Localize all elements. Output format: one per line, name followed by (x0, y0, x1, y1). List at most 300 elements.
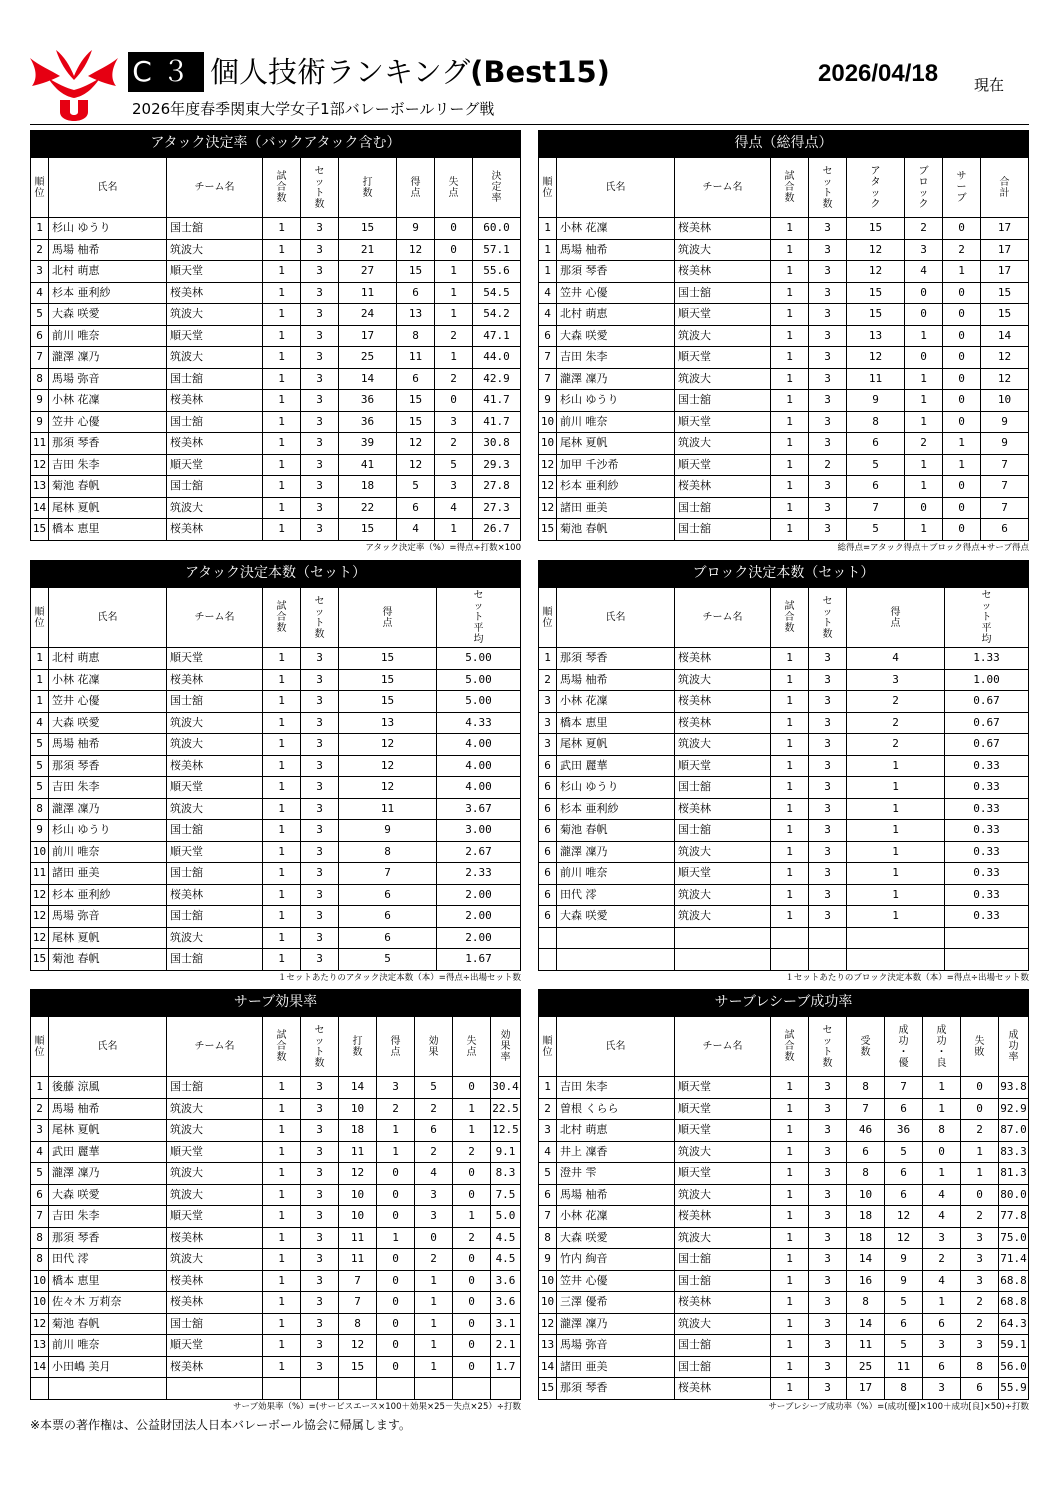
rank-cell: 5 (31, 304, 49, 326)
stat-cell: 10 (339, 1206, 377, 1228)
stat-cell: 11 (885, 1356, 923, 1378)
attack-rate-col-header: 得 点 (397, 158, 435, 218)
team-name-cell: 国士舘 (167, 368, 263, 390)
player-name-cell: 田代 澪 (49, 1249, 167, 1271)
stat-cell: 1 (263, 411, 301, 433)
table-row (539, 304, 1029, 326)
stat-cell: 1 (771, 734, 809, 756)
stat-cell: 3 (301, 1292, 339, 1314)
stat-cell: 68.8 (999, 1270, 1029, 1292)
player-name-cell: 杉本 亜利紗 (557, 476, 675, 498)
stat-cell: 3 (809, 476, 847, 498)
stat-cell: 1 (771, 347, 809, 369)
player-name-cell: 竹内 絢音 (557, 1249, 675, 1271)
stat-cell: 3 (301, 1098, 339, 1120)
stat-cell: 30.4 (491, 1077, 521, 1099)
player-name-cell: 橋本 恵里 (49, 519, 167, 541)
rank-cell: 6 (539, 798, 557, 820)
stat-cell: 24 (339, 304, 397, 326)
stat-cell: 6 (961, 1378, 999, 1400)
stat-cell: 1 (771, 519, 809, 541)
stat-cell: 11 (397, 347, 435, 369)
stat-cell: 3 (809, 884, 847, 906)
rank-cell: 7 (539, 368, 557, 390)
rank-cell: 14 (31, 497, 49, 519)
attack-rate-col-header: チーム名 (167, 158, 263, 218)
team-name-cell: 桜美林 (675, 1292, 771, 1314)
block-per-set-col-header: 順 位 (539, 588, 557, 648)
stat-cell: 14 (339, 368, 397, 390)
player-name-cell: 笠井 心優 (557, 1270, 675, 1292)
stat-cell: 2 (923, 1249, 961, 1271)
stat-cell: 92.9 (999, 1098, 1029, 1120)
table-row (31, 368, 521, 390)
attack-per-set-note: １セットあたりのアタック決定本数（本）=得点÷出場セット数 (277, 972, 521, 983)
team-name-cell: 筑波大 (675, 368, 771, 390)
stat-cell: 4.00 (437, 734, 521, 756)
stat-cell: 3 (923, 1378, 961, 1400)
stat-cell: 1 (263, 1335, 301, 1357)
team-name-cell: 順天堂 (167, 648, 263, 670)
stat-cell: 0 (943, 411, 981, 433)
stat-cell: 9 (339, 820, 437, 842)
rank-cell: 2 (539, 1098, 557, 1120)
stat-cell: 0.67 (945, 734, 1029, 756)
player-name-cell: 尾林 夏帆 (49, 497, 167, 519)
stat-cell: 0 (961, 1077, 999, 1099)
team-name-cell: 筑波大 (675, 1313, 771, 1335)
stat-cell: 1 (435, 282, 473, 304)
attack-per-set-table (30, 587, 521, 971)
rank-cell: 12 (539, 454, 557, 476)
stat-cell: 5.00 (437, 669, 521, 691)
player-name-cell: 馬場 柚希 (557, 239, 675, 261)
stat-cell: 41.7 (473, 390, 521, 412)
attack-rate-note: アタック決定率（%）=得点÷打数×100 (365, 542, 521, 553)
team-name-cell: 桜美林 (167, 282, 263, 304)
stat-cell: 0 (905, 282, 943, 304)
stat-cell: 7 (981, 454, 1029, 476)
stat-cell: 1 (771, 712, 809, 734)
stat-cell: 5.00 (437, 648, 521, 670)
stat-cell: 14 (339, 1077, 377, 1099)
team-name-cell: 桜美林 (167, 669, 263, 691)
table-row (31, 669, 521, 691)
player-name-cell: 澄井 雫 (557, 1163, 675, 1185)
stat-cell: 12 (885, 1206, 923, 1228)
table-row (539, 1292, 1029, 1314)
player-name-cell: 北村 萌恵 (557, 304, 675, 326)
stat-cell: 1 (263, 368, 301, 390)
team-name-cell: 国士舘 (675, 777, 771, 799)
stat-cell: 5 (885, 1292, 923, 1314)
rank-cell: 6 (539, 820, 557, 842)
stat-cell: 3 (435, 411, 473, 433)
stat-cell: 15 (397, 411, 435, 433)
stat-cell: 6 (847, 476, 905, 498)
stat-cell: 54.5 (473, 282, 521, 304)
stat-cell: 3 (301, 347, 339, 369)
rank-cell: 6 (31, 1184, 49, 1206)
stat-cell: 8.3 (491, 1163, 521, 1185)
rank-cell: 10 (539, 411, 557, 433)
stat-cell: 2 (453, 1141, 491, 1163)
rank-cell: 15 (539, 519, 557, 541)
stat-cell: 1.00 (945, 669, 1029, 691)
stat-cell: 0.33 (945, 755, 1029, 777)
team-name-cell: 順天堂 (167, 1206, 263, 1228)
table-row (539, 1141, 1029, 1163)
team-name-cell: 順天堂 (675, 1098, 771, 1120)
team-name-cell: 国士舘 (167, 906, 263, 928)
table-row (31, 1184, 521, 1206)
receive-rate-header-row (539, 1017, 1029, 1077)
stat-cell: 15 (339, 691, 437, 713)
rank-cell: 1 (31, 691, 49, 713)
table-row (539, 820, 1029, 842)
stat-cell: 6 (923, 1356, 961, 1378)
block-per-set-col-header: チーム名 (675, 588, 771, 648)
stat-cell: 77.8 (999, 1206, 1029, 1228)
table-row (31, 1313, 521, 1335)
rank-cell: 8 (31, 1249, 49, 1271)
stat-cell: 14 (847, 1249, 885, 1271)
stat-cell: 6 (339, 884, 437, 906)
stat-cell: 8 (847, 1292, 885, 1314)
stat-cell: 9 (397, 218, 435, 240)
stat-cell: 1 (263, 261, 301, 283)
stat-cell: 0 (453, 1292, 491, 1314)
stat-cell: 3 (301, 691, 339, 713)
stat-cell: 1 (943, 433, 981, 455)
rank-cell: 10 (31, 1292, 49, 1314)
report-date: 2026/04/18 (818, 60, 939, 87)
table-row (539, 411, 1029, 433)
stat-cell: 36 (885, 1120, 923, 1142)
team-name-cell: 筑波大 (675, 433, 771, 455)
table-row (539, 454, 1029, 476)
stat-cell: 7.5 (491, 1184, 521, 1206)
stat-cell: 3 (923, 1335, 961, 1357)
player-name-cell: 馬場 柚希 (557, 1184, 675, 1206)
team-name-cell: 桜美林 (675, 261, 771, 283)
stat-cell: 1 (263, 433, 301, 455)
table-row (31, 1292, 521, 1314)
team-name-cell: 筑波大 (675, 1141, 771, 1163)
player-name-cell: 尾林 夏帆 (49, 1120, 167, 1142)
table-row (539, 691, 1029, 713)
table-row (539, 519, 1029, 541)
attack-per-set-col-header: 得 点 (339, 588, 437, 648)
player-name-cell: 吉田 朱李 (49, 1206, 167, 1228)
table-row (31, 261, 521, 283)
stat-cell: 3 (301, 261, 339, 283)
team-name-cell: 順天堂 (675, 1120, 771, 1142)
stat-cell: 6 (885, 1098, 923, 1120)
team-name-cell: 筑波大 (675, 884, 771, 906)
stat-cell: 1 (771, 1313, 809, 1335)
stat-cell: 1 (961, 1163, 999, 1185)
stat-cell: 81.3 (999, 1163, 1029, 1185)
attack-per-set-col-header: 氏名 (49, 588, 167, 648)
serve-rate-col-header: 得 点 (377, 1017, 415, 1077)
stat-cell: 15 (339, 669, 437, 691)
stat-cell: 41.7 (473, 411, 521, 433)
table-row (31, 411, 521, 433)
total-points-header-row (539, 158, 1029, 218)
attack-rate-col-header: 氏名 (49, 158, 167, 218)
stat-cell: 6 (885, 1163, 923, 1185)
rank-cell: 14 (539, 1356, 557, 1378)
total-points-col-header: ア タ ッ ク (847, 158, 905, 218)
team-name-cell: 筑波大 (167, 798, 263, 820)
stat-cell: 7 (847, 1098, 885, 1120)
stat-cell: 3 (377, 1077, 415, 1099)
block-per-set-header-row (539, 588, 1029, 648)
stat-cell: 87.0 (999, 1120, 1029, 1142)
stat-cell: 1 (377, 1120, 415, 1142)
table-row (31, 433, 521, 455)
stat-cell: 11 (339, 798, 437, 820)
rank-cell: 8 (539, 1227, 557, 1249)
stat-cell: 1 (771, 798, 809, 820)
stat-cell: 3 (809, 261, 847, 283)
table-row (31, 390, 521, 412)
rank-cell: 15 (31, 949, 49, 971)
stat-cell: 1 (415, 1313, 453, 1335)
stat-cell: 9 (885, 1249, 923, 1271)
stat-cell: 5 (339, 949, 437, 971)
stat-cell (415, 1378, 453, 1400)
table-row (539, 1098, 1029, 1120)
block-per-set-col-header: 得 点 (847, 588, 945, 648)
stat-cell: 3 (301, 325, 339, 347)
stat-cell: 17 (981, 239, 1029, 261)
attack-rate-header-row (31, 158, 521, 218)
player-name-cell: 大森 咲愛 (557, 1227, 675, 1249)
serve-rate-note: サーブ効果率（%）=(サービスエース×100＋効果×25－失点×25）÷打数 (232, 1401, 521, 1412)
stat-cell: 3 (809, 1335, 847, 1357)
stat-cell: 46 (847, 1120, 885, 1142)
stat-cell: 3 (809, 1098, 847, 1120)
stat-cell: 2 (415, 1249, 453, 1271)
player-name-cell: 三澤 優希 (557, 1292, 675, 1314)
table-row (539, 1335, 1029, 1357)
stat-cell: 15 (847, 282, 905, 304)
player-name-cell: 大森 咲愛 (49, 712, 167, 734)
total-points-section (538, 130, 1029, 555)
block-per-set-col-header: 試 合 数 (771, 588, 809, 648)
stat-cell: 0 (453, 1335, 491, 1357)
stat-cell: 12 (397, 239, 435, 261)
stat-cell: 3 (301, 906, 339, 928)
serve-rate-col-header: セ ッ ト 数 (301, 1017, 339, 1077)
stat-cell: 5 (397, 476, 435, 498)
stat-cell: 21 (339, 239, 397, 261)
rank-cell: 3 (31, 261, 49, 283)
stat-cell: 14 (847, 1313, 885, 1335)
player-name-cell: 前川 唯奈 (557, 411, 675, 433)
stat-cell: 1 (263, 755, 301, 777)
block-per-set-note: １セットあたりのブロック決定本数（本）=得点÷出場セット数 (785, 972, 1029, 983)
stat-cell: 3 (809, 798, 847, 820)
table-row (539, 906, 1029, 928)
rank-cell: 4 (31, 1141, 49, 1163)
table-row (539, 648, 1029, 670)
rank-cell: 13 (31, 1335, 49, 1357)
team-name-cell: 桜美林 (167, 433, 263, 455)
stat-cell: 3 (301, 1313, 339, 1335)
stat-cell: 3 (809, 239, 847, 261)
stat-cell (301, 1378, 339, 1400)
stat-cell: 3 (301, 1249, 339, 1271)
table-row (539, 734, 1029, 756)
stat-cell: 11 (339, 1227, 377, 1249)
table-row (31, 648, 521, 670)
rank-cell: 13 (539, 1335, 557, 1357)
stat-cell: 3.6 (491, 1270, 521, 1292)
stat-cell: 0 (377, 1313, 415, 1335)
table-row (31, 476, 521, 498)
receive-rate-col-header: 成 功 ・ 優 (885, 1017, 923, 1077)
stat-cell: 0 (905, 347, 943, 369)
team-name-cell: 桜美林 (675, 648, 771, 670)
table-row (539, 1270, 1029, 1292)
block-per-set-col-header: セ ッ ト 平 均 (945, 588, 1029, 648)
rank-cell: 1 (539, 239, 557, 261)
stat-cell: 3 (301, 949, 339, 971)
stat-cell: 5 (885, 1335, 923, 1357)
attack-per-set-col-header: 試 合 数 (263, 588, 301, 648)
stat-cell: 3 (809, 712, 847, 734)
stat-cell: 1 (771, 1356, 809, 1378)
stat-cell: 0.33 (945, 798, 1029, 820)
team-name-cell: 国士舘 (675, 390, 771, 412)
player-name-cell: 諸田 亜美 (49, 863, 167, 885)
stat-cell: 1 (263, 648, 301, 670)
stat-cell: 0 (453, 1077, 491, 1099)
rank-cell: 11 (31, 863, 49, 885)
player-name-cell: 菊池 春帆 (49, 1313, 167, 1335)
attack-per-set-header-row (31, 588, 521, 648)
stat-cell: 1 (771, 454, 809, 476)
serve-rate-col-header: 効 果 率 (491, 1017, 521, 1077)
team-name-cell: 順天堂 (675, 863, 771, 885)
player-name-cell: 武田 麗華 (49, 1141, 167, 1163)
attack-per-set-section (30, 560, 521, 985)
player-name-cell: 小林 花凜 (557, 1206, 675, 1228)
stat-cell (809, 927, 847, 949)
stat-cell: 15 (397, 261, 435, 283)
stat-cell: 1 (415, 1292, 453, 1314)
stat-cell: 3 (809, 519, 847, 541)
player-name-cell: 那須 琴香 (557, 1378, 675, 1400)
stat-cell: 0 (943, 282, 981, 304)
stat-cell: 1 (435, 347, 473, 369)
stat-cell: 3 (301, 1335, 339, 1357)
table-row (539, 1163, 1029, 1185)
stat-cell: 7 (339, 863, 437, 885)
attack-rate-title: アタック決定率（バックアタック含む） (30, 130, 521, 157)
player-name-cell: 馬場 柚希 (49, 1098, 167, 1120)
total-points-note: 総得点=アタック得点＋ブロック得点+サーブ得点 (837, 542, 1029, 553)
stat-cell: 2 (435, 368, 473, 390)
stat-cell: 3 (905, 239, 943, 261)
attack-rate-col-header: 順 位 (31, 158, 49, 218)
serve-rate-header-row (31, 1017, 521, 1077)
table-row (539, 218, 1029, 240)
stat-cell: 60.0 (473, 218, 521, 240)
stat-cell: 7 (981, 497, 1029, 519)
team-name-cell: 筑波大 (675, 906, 771, 928)
stat-cell: 1 (263, 497, 301, 519)
stat-cell: 25 (339, 347, 397, 369)
table-row (539, 798, 1029, 820)
team-name-cell: 筑波大 (675, 1227, 771, 1249)
attack-per-set-title: アタック決定本数（セット） (30, 560, 521, 587)
team-name-cell: 筑波大 (167, 927, 263, 949)
stat-cell: 1 (771, 1141, 809, 1163)
team-name-cell: 筑波大 (675, 669, 771, 691)
stat-cell: 0 (415, 1227, 453, 1249)
team-name-cell: 国士舘 (167, 476, 263, 498)
stat-cell: 12 (339, 1163, 377, 1185)
team-name-cell: 順天堂 (167, 1141, 263, 1163)
total-points-col-header: セ ッ ト 数 (809, 158, 847, 218)
report-date-suffix: 現在 (974, 76, 1005, 94)
rank-cell: 1 (31, 648, 49, 670)
team-name-cell: 筑波大 (675, 325, 771, 347)
rank-cell (539, 949, 557, 971)
stat-cell: 3 (809, 734, 847, 756)
stat-cell: 11 (847, 1335, 885, 1357)
rank-cell: 10 (31, 841, 49, 863)
rank-cell: 4 (539, 282, 557, 304)
team-name-cell: 桜美林 (675, 798, 771, 820)
stat-cell: 6 (339, 906, 437, 928)
stat-cell: 1 (263, 1120, 301, 1142)
team-name-cell: 筑波大 (675, 734, 771, 756)
stat-cell: 6 (885, 1184, 923, 1206)
table-row (539, 884, 1029, 906)
attack-rate-col-header: 失 点 (435, 158, 473, 218)
stat-cell: 5 (415, 1077, 453, 1099)
stat-cell: 1 (771, 648, 809, 670)
table-row (31, 755, 521, 777)
player-name-cell: 杉山 ゆうり (557, 390, 675, 412)
stat-cell: 0 (943, 390, 981, 412)
team-name-cell: 国士舘 (167, 691, 263, 713)
stat-cell: 4.33 (437, 712, 521, 734)
rank-cell: 6 (539, 325, 557, 347)
team-name-cell: 筑波大 (167, 497, 263, 519)
stat-cell: 3 (809, 648, 847, 670)
table-row (539, 368, 1029, 390)
stat-cell: 18 (847, 1227, 885, 1249)
receive-rate-col-header: 成 功 ・ 良 (923, 1017, 961, 1077)
stat-cell: 1 (263, 820, 301, 842)
stat-cell: 1 (263, 1184, 301, 1206)
stat-cell: 1 (435, 261, 473, 283)
stat-cell: 0 (453, 1184, 491, 1206)
rank-cell: 10 (539, 1292, 557, 1314)
receive-rate-col-header: 受 数 (847, 1017, 885, 1077)
stat-cell: 2.33 (437, 863, 521, 885)
team-name-cell: 国士舘 (675, 1356, 771, 1378)
serve-rate-title: サーブ効果率 (30, 989, 521, 1016)
stat-cell: 12 (847, 239, 905, 261)
stat-cell: 3 (301, 820, 339, 842)
